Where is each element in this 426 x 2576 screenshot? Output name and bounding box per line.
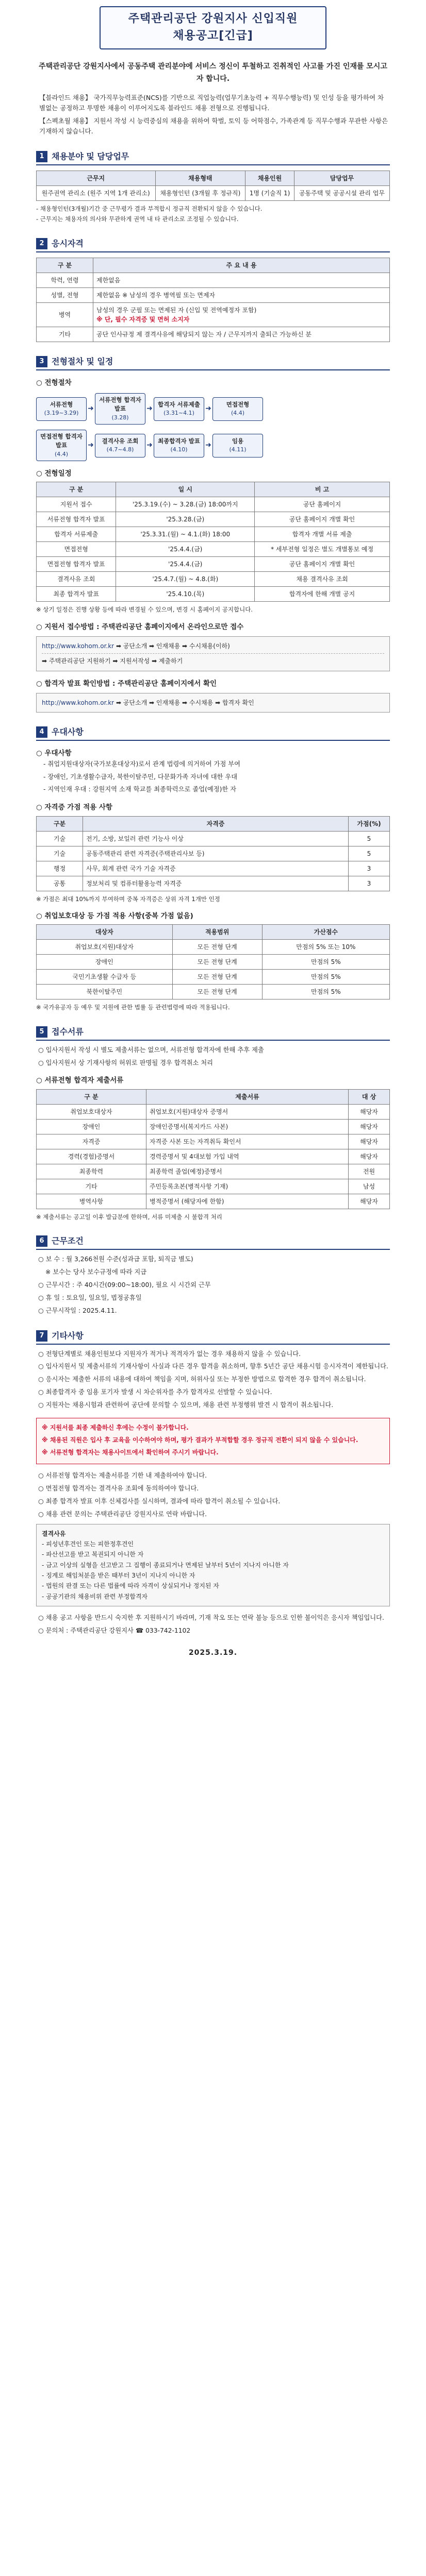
section-number: 2: [36, 238, 47, 249]
col-header: 대 상: [349, 1089, 390, 1104]
list-item: ○ 지원자는 채용시험과 관련하여 공단에 문의할 수 있으며, 채용 관련 부정행위 발견 시 합격이 취소됩니다.: [38, 1401, 334, 1409]
list-item-text: 근무시작일 : 2025.4.11.: [45, 1307, 117, 1314]
cell: 공통: [37, 876, 83, 891]
flow-step: [36, 430, 87, 461]
section-number: 6: [36, 1235, 47, 1247]
cell: 취업보호대상자: [37, 1104, 146, 1119]
docs-label-text: 서류전형 합격자 제출서류: [44, 1076, 124, 1085]
cell: 취업보호(지원)대상자 증명서: [146, 1104, 348, 1119]
highlight-notice: ※ 지원서를 최종 제출하신 후에는 수정이 불가합니다.: [42, 1423, 189, 1431]
section-header-7: [36, 1330, 390, 1345]
col-header: 비 고: [255, 482, 390, 497]
cell: '25.3.19.(수) ~ 3.28.(금) 18:00까지: [116, 497, 255, 512]
cell: 기술: [37, 831, 83, 846]
list-item-text: 징계로 해임처분을 받은 때부터 3년이 지나지 아니한 자: [46, 1572, 195, 1580]
section-title: 접수서류: [52, 1026, 84, 1037]
apply-label: ○ 지원서 접수방법 : 주택관리공단 홈페이지에서 온라인으로만 접수: [36, 622, 244, 631]
result-label-text: 합격자 발표 확인방법 : 주택관리공단 홈페이지에서 확인: [44, 679, 217, 688]
list-item: [38, 1267, 390, 1278]
cell: 남성: [349, 1179, 390, 1194]
cell: 최종학력 졸업(예정)증명서: [146, 1164, 348, 1179]
schedule-label: ○ 전형일정: [36, 469, 72, 478]
flow-step: [95, 393, 145, 425]
step-date: (4.4): [231, 410, 245, 416]
arrow-right-icon: ➜: [205, 441, 211, 450]
list-item-text: 입사지원서 작성 시 별도 제출서류는 없으며, 서류전형 합격자에 한해 추후 제출: [45, 1046, 264, 1054]
cell: 사무, 회계 관련 국가 기술 자격증: [83, 861, 349, 876]
title-line-2: 채용공고[긴급]: [173, 29, 253, 42]
value-text: 남성의 경우 군필 또는 면제된 자 (신입 및 전역예정자 포함): [96, 306, 257, 314]
cell: 자격증: [37, 1134, 146, 1149]
cell-key: 병역: [37, 302, 93, 327]
table-row: [37, 497, 390, 512]
table-row: [37, 831, 390, 846]
list-item-text: 채용 관련 문의는 주택관리공단 강원지사로 연락 바랍니다.: [45, 1510, 207, 1518]
cell: '25.3.31.(월) ~ 4.1.(화) 18:00: [116, 527, 255, 542]
arrow-right-icon: ➜: [88, 404, 94, 413]
table-row: [37, 557, 390, 572]
col-header: 구 분: [37, 1089, 146, 1104]
col-header: 제출서류: [146, 1089, 348, 1104]
cell: 서류전형 합격자 발표: [37, 512, 116, 527]
section-title: 기타사항: [52, 1330, 84, 1341]
docs-note: ※ 제출서류는 공고일 이후 발급분에 한하며, 서류 미제출 시 불합격 처리: [36, 1213, 222, 1221]
cell: * 세부전형 일정은 별도 개별통보 예정: [255, 542, 390, 557]
list-item: ○ 응시자는 제출한 서류의 내용에 대하여 책임을 지며, 허위사실 또는 부정한 방법으로 합격한 경우 합격이 취소됩니다.: [38, 1376, 366, 1383]
docs-intro: [36, 1045, 390, 1069]
table-row: [37, 512, 390, 527]
table-row: [37, 985, 390, 999]
cell: 만점의 5%: [262, 970, 389, 985]
title-box: [100, 6, 326, 49]
list-item: ○ 입사지원서 상 기재사항의 허위로 판명될 경우 합격취소 처리: [38, 1059, 213, 1066]
highlight-notice: ※ 채용된 직원은 입사 후 교육을 이수하여야 하며, 평가 결과가 부적합할 경우 정규직 전환이 되지 않을 수 있습니다.: [42, 1436, 358, 1444]
list-item-text: ※ 보수는 당사 보수규정에 따라 지급: [45, 1268, 147, 1276]
table-row: [37, 940, 390, 955]
list-item: ○ 휴 일 : 토요일, 일요일, 법정공휴일: [38, 1294, 142, 1301]
section-number: 1: [36, 151, 47, 162]
cell: 취업보호(지원)대상자: [37, 940, 173, 955]
list-item: - 법원의 판결 또는 다른 법률에 따라 자격이 상실되거나 정지된 자: [42, 1582, 219, 1590]
list-item: ○ 근무시간 : 주 40시간(09:00~18:00), 필요 시 시간외 근무: [38, 1281, 211, 1289]
step-name: 결격사유 조회: [102, 437, 139, 445]
box-title: 결격사유: [42, 1530, 66, 1537]
table-row: [37, 587, 390, 602]
step-name: 합격자 서류제출: [158, 400, 200, 408]
step-date: (3.31~4.1): [163, 410, 194, 416]
cell: 지원서 접수: [37, 497, 116, 512]
step-date: (3.28): [111, 414, 129, 421]
job-notes: [36, 204, 390, 224]
table-row: [37, 186, 390, 201]
section-header-6: [36, 1235, 390, 1250]
list-item: ○ 최종합격자 중 임용 포기자 발생 시 차순위자를 추가 합격자로 선발할 수 있습니다.: [38, 1388, 272, 1396]
list-item-text: 법원의 판결 또는 다른 법률에 따라 자격이 상실되거나 정지된 자: [46, 1582, 219, 1590]
table-row: [37, 542, 390, 557]
table-row: [37, 955, 390, 970]
cell: 만점의 5% 또는 10%: [262, 940, 389, 955]
list-item-text: 파산선고를 받고 복권되지 아니한 자: [46, 1551, 144, 1558]
list-item: - 금고 이상의 실형을 선고받고 그 집행이 종료되거나 면제된 날부터 5년이 지나지 아니한 자: [42, 1561, 289, 1569]
cell: '25.4.7.(월) ~ 4.8.(화): [116, 572, 255, 587]
list-item: ○ 최종 합격자 발표 이후 신체검사를 실시하며, 결과에 따라 합격이 취소될 수 있습니다.: [38, 1497, 281, 1505]
cert-table-label-text: 자격증 가점 적용 사항: [44, 803, 112, 812]
list-item-text: 전형단계별로 채용인원보다 지원자가 적거나 적격자가 없는 경우 채용하지 않을 수 있습니다.: [45, 1350, 301, 1358]
list-item-text: 지역인재 우대 : 강원지역 소재 학교를 최종학력으로 졸업(예정)한 자: [47, 786, 237, 793]
arrow-right-icon: ➜: [88, 441, 94, 450]
list-item-text: 휴 일 : 토요일, 일요일, 법정공휴일: [45, 1294, 142, 1301]
cell: 전기, 소방, 보일러 관련 기능사 이상: [83, 831, 349, 846]
section-header-5: [36, 1026, 390, 1041]
section-number: 4: [36, 726, 47, 738]
docs-label: ○ 서류전형 합격자 제출서류: [36, 1076, 124, 1085]
flow-step: [154, 397, 204, 421]
cell: 모든 전형 단계: [172, 955, 262, 970]
list-item-text: 입사지원서 및 제출서류의 기재사항이 사실과 다른 경우 합격을 취소하며, 향후 5년간 공단 채용시험 응시자격이 제한됩니다.: [45, 1363, 388, 1370]
col-header: 구분: [37, 816, 83, 831]
list-item: ○ 입사지원서 및 제출서류의 기재사항이 사실과 다른 경우 합격을 취소하며, 향후 5년간 공단 채용시험 응시자격이 제한됩니다.: [38, 1363, 388, 1370]
result-url-link[interactable]: http://www.kohom.or.kr: [42, 699, 114, 707]
table-row: [37, 287, 390, 302]
cert-note: ※ 가점은 최대 10%까지 부여하며 중복 자격증은 상위 자격 1개만 인정: [36, 895, 220, 903]
step-name: 임용: [232, 437, 244, 445]
section-title: 근무조건: [52, 1236, 84, 1246]
schedule-table: [36, 482, 390, 602]
disqualification-box: [36, 1524, 390, 1607]
cell: 모든 전형 단계: [172, 940, 262, 955]
cell: '25.3.28.(금): [116, 512, 255, 527]
note-blind: 【블라인드 채용】 국가직무능력표준(NCS)를 기반으로 직업능력(업무기초능력 + 직무수행능력) 및 인성 등을 평가하여 차별없는 공정하고 투명한 채용이 이루어지도록 블라인드 채용 전형으로 진행됩니다.: [39, 93, 384, 112]
table-row: [37, 1194, 390, 1209]
col-header: 채용형태: [155, 171, 245, 186]
result-path: ➡ 공단소개 ➡ 인재채용 ➡ 수시채용 ➡ 합격자 확인: [116, 699, 254, 707]
cell: 정보처리 및 컴퓨터활용능력 자격증: [83, 876, 349, 891]
list-item-text: 응시자는 제출한 서류의 내용에 대하여 책임을 지며, 허위사실 또는 부정한 방법으로 합격한 경우 합격이 취소됩니다.: [45, 1376, 366, 1383]
cell: 국민기초생활 수급자 등: [37, 970, 173, 985]
col-header: 일 시: [116, 482, 255, 497]
list-item: ○ 문의처 : 주택관리공단 강원지사 ☎ 033-742-1102: [38, 1627, 191, 1635]
cell: 면접전형 합격자 발표: [37, 557, 116, 572]
cell: 모든 전형 단계: [172, 985, 262, 999]
cell: 합격자에 한해 개별 공지: [255, 587, 390, 602]
step-date: (3.19~3.29): [44, 410, 79, 416]
apply-url-link[interactable]: http://www.kohom.or.kr: [42, 642, 114, 650]
section-header-2: [36, 238, 390, 252]
section-title: 우대사항: [52, 727, 84, 737]
flow-diagram: [36, 393, 390, 425]
cell: 합격자 개별 서류 제출: [255, 527, 390, 542]
cell: 행정: [37, 861, 83, 876]
table-row: [37, 1179, 390, 1194]
cell-count: 1명 (기술직 1): [245, 186, 294, 201]
cell: 공단 홈페이지 개별 확인: [255, 512, 390, 527]
table-row: [37, 273, 390, 287]
table-row: [37, 876, 390, 891]
job-note: - 근무지는 채용자의 의사와 무관하게 권역 내 타 관리소로 조정될 수 있습니다.: [36, 215, 239, 223]
cell-type: 채용형인턴 (3개월 후 정규직): [155, 186, 245, 201]
step-name: 서류전형: [50, 400, 73, 408]
list-item: ○ 근무시작일 : 2025.4.11.: [38, 1307, 117, 1314]
highlight-notice: ※ 서류전형 합격자는 채용사이트에서 확인하여 주시기 바랍니다.: [42, 1448, 219, 1456]
apply-box: [36, 636, 390, 671]
section-header-4: [36, 726, 390, 741]
table-row: [37, 1134, 390, 1149]
cell: 장애인증명서(복지카드 사본): [146, 1119, 348, 1134]
list-item: ○ 전형단계별로 채용인원보다 지원자가 적거나 적격자가 없는 경우 채용하지 않을 수 있습니다.: [38, 1350, 301, 1358]
result-box: [36, 693, 390, 713]
cell: 주민등록초본(병적사항 기재): [146, 1179, 348, 1194]
col-header: 근무지: [37, 171, 156, 186]
cell: 자격증 사본 또는 자격취득 확인서: [146, 1134, 348, 1149]
final-notes: [36, 1613, 390, 1636]
step-name: 면접전형 합격자 발표: [40, 433, 83, 449]
page: [0, 6, 426, 1679]
table-row: [37, 1104, 390, 1119]
highlight-notice-box: [36, 1418, 390, 1464]
cell: '25.4.10.(목): [116, 587, 255, 602]
cell: 3: [349, 876, 390, 891]
cell: 5: [349, 831, 390, 846]
col-header: 가점(%): [349, 816, 390, 831]
cell: 경력(경험)증명서: [37, 1149, 146, 1164]
col-header: 구 분: [37, 258, 93, 273]
cell-value: 제한없음: [93, 273, 390, 287]
docs-table: [36, 1089, 390, 1209]
etc-list: [36, 1349, 390, 1411]
section-number: 3: [36, 356, 47, 367]
arrow-right-icon: ➜: [205, 404, 211, 413]
cell-duty: 공동주택 및 공공시설 관리 업무: [294, 186, 389, 201]
pref-list: [36, 759, 390, 795]
col-header: 담당업무: [294, 171, 389, 186]
cell: 병적증명서 (해당자에 한함): [146, 1194, 348, 1209]
cell: 북한이탈주민: [37, 985, 173, 999]
cell: 해당자: [349, 1194, 390, 1209]
list-item-text: 입사지원서 상 기재사항의 허위로 판명될 경우 합격취소 처리: [45, 1059, 213, 1066]
priority-label: ○ 취업보호대상 등 가점 적용 사항(중복 가점 없음): [36, 912, 193, 920]
flow-step: [212, 434, 263, 457]
table-row: [37, 861, 390, 876]
arrow-right-icon: ➜: [146, 441, 153, 450]
section-header-1: [36, 150, 390, 165]
col-header: 대상자: [37, 925, 173, 940]
list-item-text: 금고 이상의 실형을 선고받고 그 집행이 종료되거나 면제된 날부터 5년이 지나지 아니한 자: [46, 1561, 289, 1569]
cell: 해당자: [349, 1104, 390, 1119]
cell: 경력증명서 및 4대보험 가입 내역: [146, 1149, 348, 1164]
arrow-right-icon: ➜: [146, 404, 153, 413]
pref-label: ○ 우대사항: [36, 749, 72, 758]
col-header: 구 분: [37, 482, 116, 497]
cell: '25.4.4.(금): [116, 557, 255, 572]
list-item-text: 채용 공고 사항을 반드시 숙지한 후 지원하시기 바라며, 기재 착오 또는 연락 불능 등으로 인한 불이익은 응시자 책임입니다.: [45, 1614, 384, 1622]
section-title: 응시자격: [52, 238, 84, 248]
table-row: [37, 527, 390, 542]
col-header: 주 요 내 용: [93, 258, 390, 273]
col-header: 채용인원: [245, 171, 294, 186]
step-date: (4.10): [170, 446, 188, 453]
flow-step: [154, 434, 204, 457]
step-name: 면접전형: [226, 400, 250, 408]
list-item: ○ 채용 관련 문의는 주택관리공단 강원지사로 연락 바랍니다.: [38, 1510, 207, 1518]
step-date: (4.7~4.8): [106, 446, 134, 453]
table-row: [37, 970, 390, 985]
cell: 만점의 5%: [262, 985, 389, 999]
table-row: [37, 1119, 390, 1134]
cell: 장애인: [37, 1119, 146, 1134]
flow-step: [95, 434, 145, 457]
list-item: ○ 채용 공고 사항을 반드시 숙지한 후 지원하시기 바라며, 기재 착오 또는 연락 불능 등으로 인한 불이익은 응시자 책임입니다.: [38, 1614, 384, 1622]
cell: 해당자: [349, 1134, 390, 1149]
cell: 공단 홈페이지: [255, 497, 390, 512]
list-item: ○ 입사지원서 작성 시 별도 제출서류는 없으며, 서류전형 합격자에 한해 추후 제출: [38, 1046, 264, 1054]
list-item-text: 근무시간 : 주 40시간(09:00~18:00), 필요 시 시간외 근무: [45, 1281, 211, 1289]
cell: 해당자: [349, 1149, 390, 1164]
table-row: [37, 1164, 390, 1179]
cell: 최종 합격자 발표: [37, 587, 116, 602]
cell: 공단 홈페이지 개별 확인: [255, 557, 390, 572]
list-item-text: 공공기관의 채용비위 관련 부정합격자: [46, 1592, 148, 1600]
section-title: 전형절차 및 일정: [52, 356, 113, 366]
col-header: 적용범위: [172, 925, 262, 940]
cell: 최종학력: [37, 1164, 146, 1179]
contact-text: 문의처 : 주택관리공단 강원지사 ☎ 033-742-1102: [45, 1627, 191, 1635]
cell: 3: [349, 861, 390, 876]
priority-label-text: 취업보호대상 등 가점 적용 사항(중복 가점 없음): [44, 912, 193, 920]
note-spec: 【스펙초월 채용】 지원서 작성 시 능력중심의 채용을 위하여 학벌, 토익 등 어학점수, 가족관계 등 직무수행과 무관한 사항은 기재하지 않습니다.: [39, 116, 388, 135]
intro-text: 주택관리공단 강원지사에서 공동주택 관리분야에 서비스 정신이 투철하고 진취적인 사고를 가진 인재를 모시고자 합니다.: [39, 62, 387, 83]
cell: 장애인: [37, 955, 173, 970]
priority-table: [36, 924, 390, 999]
cell: 합격자 서류제출: [37, 527, 116, 542]
qualification-table: [36, 258, 390, 342]
list-item: - 피성년후견인 또는 피한정후견인: [42, 1540, 134, 1548]
cell-value: 제한없음 ※ 남성의 경우 병역필 또는 면제자: [93, 287, 390, 302]
cert-table: [36, 816, 390, 891]
list-item: ○ 보 수 : 월 3,266천원 수준(성과급 포함, 퇴직금 별도): [38, 1256, 193, 1263]
list-item: - 지역인재 우대 : 강원지역 소재 학교를 최종학력으로 졸업(예정)한 자: [43, 786, 237, 793]
cell: 해당자: [349, 1119, 390, 1134]
col-header: 자격증: [83, 816, 349, 831]
flow-label-text: 전형절차: [44, 378, 72, 387]
step-name: 서류전형 합격자 발표: [99, 396, 141, 413]
flow-step: [212, 397, 263, 421]
table-row: [37, 302, 390, 327]
apply-path: ➡ 주택관리공단 지원하기 ➡ 지원서작성 ➡ 제출하기: [42, 653, 384, 666]
cell: 기타: [37, 1179, 146, 1194]
cell: '25.4.4.(금): [116, 542, 255, 557]
table-row: [37, 1149, 390, 1164]
list-item-text: 취업지원대상자(국가보훈대상자)로서 관계 법령에 의거하여 가점 부여: [47, 760, 240, 768]
footer-date: 2025.3.19.: [188, 1649, 238, 1657]
list-item: ○ 면접전형 합격자는 결격사유 조회에 동의하여야 합니다.: [38, 1484, 199, 1492]
cell: 공동주택관리 관련 자격증(주택관리사보 등): [83, 846, 349, 861]
list-item: - 징계로 해임처분을 받은 때부터 3년이 지나지 아니한 자: [42, 1572, 195, 1580]
cell-key: 기타: [37, 327, 93, 342]
schedule-label-text: 전형일정: [44, 469, 72, 478]
priority-note: ※ 국가유공자 등 예우 및 지원에 관한 법률 등 관련법령에 따라 적용됩니다.: [36, 1004, 230, 1011]
flow-diagram-row-2: [36, 430, 390, 461]
table-row: [37, 846, 390, 861]
etc-list-2: [36, 1470, 390, 1520]
cell: 병역사항: [37, 1194, 146, 1209]
title-line-1: 주택관리공단 강원지사 신입직원: [128, 12, 298, 25]
step-date: (4.4): [54, 450, 69, 457]
col-header: 가산점수: [262, 925, 389, 940]
list-item-text: 장애인, 기초생활수급자, 북한이탈주민, 다문화가족 자녀에 대한 우대: [47, 773, 238, 781]
list-item-text: 보 수 : 월 3,266천원 수준(성과급 포함, 퇴직금 별도): [45, 1256, 193, 1263]
top-notes: [36, 93, 390, 138]
apply-path: ➡ 공단소개 ➡ 인재채용 ➡ 수시채용(이하): [116, 642, 230, 650]
list-item: - 장애인, 기초생활수급자, 북한이탈주민, 다문화가족 자녀에 대한 우대: [43, 773, 238, 781]
cell: 결격사유 조회: [37, 572, 116, 587]
result-label: ○ 합격자 발표 확인방법 : 주택관리공단 홈페이지에서 확인: [36, 679, 217, 688]
cell: 5: [349, 846, 390, 861]
step-name: 최종합격자 발표: [158, 437, 200, 445]
cell: 전원: [349, 1164, 390, 1179]
cell: 채용 결격사유 조회: [255, 572, 390, 587]
list-item-text: 최종 합격자 발표 이후 신체검사를 실시하며, 결과에 따라 합격이 취소될 수 있습니다.: [45, 1497, 281, 1505]
section-number: 7: [36, 1330, 47, 1342]
list-item-text: 피성년후견인 또는 피한정후견인: [46, 1540, 134, 1548]
cell: 면접전형: [37, 542, 116, 557]
cell-value: [93, 302, 390, 327]
cert-table-label: ○ 자격증 가점 적용 사항: [36, 803, 112, 812]
list-item: - 공공기관의 채용비위 관련 부정합격자: [42, 1592, 148, 1600]
section-number: 5: [36, 1026, 47, 1038]
apply-label-text: 지원서 접수방법 : 주택관리공단 홈페이지에서 온라인으로만 접수: [44, 622, 244, 631]
list-item-text: 면접전형 합격자는 결격사유 조회에 동의하여야 합니다.: [45, 1484, 199, 1492]
list-item: - 취업지원대상자(국가보훈대상자)로서 관계 법령에 의거하여 가점 부여: [43, 760, 240, 768]
cell-place: 원주권역 관리소 (원주 지역 1개 관리소): [37, 186, 156, 201]
step-date: (4.11): [229, 446, 247, 453]
flow-label: ○ 전형절차: [36, 378, 72, 387]
job-table: [36, 171, 390, 201]
job-note: - 채용형인턴(3개월)기간 중 근무평가 결과 부적합시 정규직 전환되지 않을 수 있습니다.: [36, 205, 263, 213]
cell-key: 성별, 전형: [37, 287, 93, 302]
schedule-note: ※ 상기 일정은 진행 상황 등에 따라 변경될 수 있으며, 변경 시 홈페이지 공지합니다.: [36, 606, 253, 614]
section-title: 채용분야 및 담당업무: [52, 151, 129, 162]
pref-label-text: 우대사항: [44, 749, 72, 758]
list-item: - 파산선고를 받고 복권되지 아니한 자: [42, 1551, 144, 1558]
table-row: [37, 327, 390, 342]
work-list: [36, 1254, 390, 1316]
table-row: [37, 572, 390, 587]
list-item: ○ 서류전형 합격자는 제출서류를 기한 내 제출하여야 합니다.: [38, 1471, 207, 1479]
list-item-text: 최종합격자 중 임용 포기자 발생 시 차순위자를 추가 합격자로 선발할 수 있습니다.: [45, 1388, 272, 1396]
cell: 모든 전형 단계: [172, 970, 262, 985]
red-note: ※ 단, 필수 자격증 및 면허 소지자: [96, 315, 190, 323]
section-header-3: [36, 355, 390, 370]
flow-step: [36, 397, 87, 421]
cell: 기술: [37, 846, 83, 861]
cell-key: 학력, 연령: [37, 273, 93, 287]
cell-value: 공단 인사규정 제 결격사유에 해당되지 않는 자 / 근무지까지 출퇴근 가능하신 분: [93, 327, 390, 342]
cell: 만점의 5%: [262, 955, 389, 970]
list-item-text: 지원자는 채용시험과 관련하여 공단에 문의할 수 있으며, 채용 관련 부정행위 발견 시 합격이 취소됩니다.: [45, 1401, 334, 1409]
list-item-text: 서류전형 합격자는 제출서류를 기한 내 제출하여야 합니다.: [45, 1471, 207, 1479]
